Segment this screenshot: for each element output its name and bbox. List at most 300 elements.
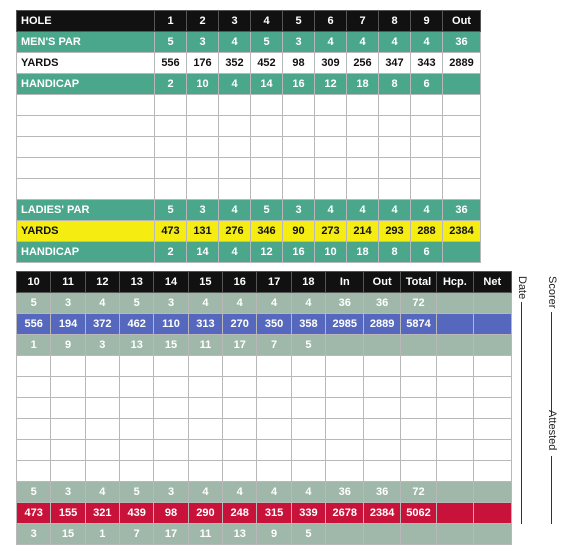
back-score-row: [17, 377, 512, 398]
back-score-row-cell[interactable]: [400, 377, 436, 398]
front-ladies-par-row-cell: LADIES' PAR: [17, 200, 155, 221]
back-hole-row-cell: In: [326, 272, 364, 293]
back-score-row-cell[interactable]: [51, 419, 85, 440]
front-mens-par-row: [17, 32, 481, 53]
front-score-row-cell[interactable]: [379, 116, 411, 137]
back-ladies-par-row-cell: [473, 482, 511, 503]
back-hole-row-cell: 18: [291, 272, 325, 293]
front-score-row-cell[interactable]: [283, 116, 315, 137]
back-ladies-par-row-cell: 36: [326, 482, 364, 503]
back-ladies-par-row-cell: 5: [17, 482, 51, 503]
front-score-row-cell[interactable]: [379, 179, 411, 200]
back-score-row-cell[interactable]: [17, 356, 51, 377]
back-handicap-row-cell: 3: [85, 335, 119, 356]
back-ladies-par-row-cell: 3: [51, 482, 85, 503]
back-score-row-cell[interactable]: [223, 461, 257, 482]
front-score-row-cell[interactable]: [411, 95, 443, 116]
front-score-row-cell[interactable]: [251, 137, 283, 158]
front-hole-row-cell: 6: [315, 11, 347, 32]
front-handicap-row-cell: 2: [155, 74, 187, 95]
back-mens-par-row-cell: [437, 293, 473, 314]
back-ladies-handicap-row-cell: [437, 524, 473, 545]
back-score-row: [17, 461, 512, 482]
back-ladies-handicap-row-cell: 1: [85, 524, 119, 545]
front-mens-par-row-cell: 4: [315, 32, 347, 53]
front-yards-row-cell: 347: [379, 53, 411, 74]
front-ladies-handicap-row-cell: 18: [347, 242, 379, 263]
front-score-row-cell[interactable]: [187, 137, 219, 158]
back-ladies-yards-row-cell: 155: [51, 503, 85, 524]
back-score-row-cell[interactable]: [17, 398, 51, 419]
back-score-row-cell[interactable]: [120, 461, 154, 482]
back-handicap-row-cell: 9: [51, 335, 85, 356]
front-score-row-cell[interactable]: [315, 137, 347, 158]
back-ladies-handicap-row-cell: 11: [188, 524, 222, 545]
front-ladies-yards-row-cell: YARDS: [17, 221, 155, 242]
back-hole-row-cell: 16: [223, 272, 257, 293]
front-score-row-cell[interactable]: [315, 158, 347, 179]
back-score-row-cell[interactable]: [188, 398, 222, 419]
front-score-row-cell[interactable]: [219, 116, 251, 137]
back-handicap-row-cell: [473, 335, 511, 356]
back-score-row-cell[interactable]: [257, 440, 291, 461]
back-score-row-cell[interactable]: [326, 419, 364, 440]
back-ladies-par-row-cell: 4: [291, 482, 325, 503]
front-ladies-handicap-row-cell: HANDICAP: [17, 242, 155, 263]
back-yards-row-cell: [437, 314, 473, 335]
back-score-row-cell[interactable]: [473, 377, 511, 398]
back-mens-par-row-cell: 3: [51, 293, 85, 314]
front-yards-row: [17, 53, 481, 74]
back-handicap-row-cell: [400, 335, 436, 356]
front-mens-par-row-cell: 36: [443, 32, 481, 53]
front-score-row-cell[interactable]: [219, 179, 251, 200]
back-score-row-cell[interactable]: [188, 461, 222, 482]
front-score-row-cell[interactable]: [283, 179, 315, 200]
back-hole-row-cell: Net: [473, 272, 511, 293]
front-score-row-cell[interactable]: [379, 95, 411, 116]
back-score-row-cell[interactable]: [188, 356, 222, 377]
front-score-row-cell[interactable]: [187, 95, 219, 116]
back-score-row-cell[interactable]: [17, 419, 51, 440]
back-score-row-cell[interactable]: [326, 377, 364, 398]
front-mens-par-row-cell: 3: [283, 32, 315, 53]
back-yards-row-cell: 556: [17, 314, 51, 335]
front-score-row-cell[interactable]: [17, 137, 155, 158]
front-mens-par-row-cell: 5: [251, 32, 283, 53]
front-score-row: [17, 116, 481, 137]
back-score-row-cell[interactable]: [257, 419, 291, 440]
back-score-row-cell[interactable]: [400, 461, 436, 482]
front-handicap-row-cell: 10: [187, 74, 219, 95]
back-score-row-cell[interactable]: [257, 356, 291, 377]
back-ladies-handicap-row-cell: [364, 524, 400, 545]
front-yards-row-cell: 2889: [443, 53, 481, 74]
scorer-signature-line: [551, 312, 552, 414]
front-hole-row-cell: 5: [283, 11, 315, 32]
back-score-row-cell[interactable]: [51, 440, 85, 461]
back-yards-row-cell: 350: [257, 314, 291, 335]
front-ladies-par-row-cell: 4: [379, 200, 411, 221]
back-score-row-cell[interactable]: [437, 398, 473, 419]
front-mens-par-row-cell: 3: [187, 32, 219, 53]
back-mens-par-row-cell: 72: [400, 293, 436, 314]
back-score-row-cell[interactable]: [154, 377, 188, 398]
front-yards-row-cell: 256: [347, 53, 379, 74]
date-label: Date: [516, 276, 528, 300]
back-ladies-par-row-cell: 5: [120, 482, 154, 503]
back-score-row-cell[interactable]: [291, 377, 325, 398]
front-score-row-cell[interactable]: [347, 95, 379, 116]
front-ladies-par-row-cell: 4: [411, 200, 443, 221]
front-mens-par-row-cell: MEN'S PAR: [17, 32, 155, 53]
front-ladies-handicap-row-cell: 14: [187, 242, 219, 263]
back-ladies-handicap-row-cell: [400, 524, 436, 545]
front-hole-row-cell: 3: [219, 11, 251, 32]
back-score-row-cell[interactable]: [120, 356, 154, 377]
back-ladies-handicap-row-cell: 17: [154, 524, 188, 545]
front-score-row-cell[interactable]: [411, 116, 443, 137]
front-handicap-row-cell: 14: [251, 74, 283, 95]
back-ladies-yards-row-cell: 5062: [400, 503, 436, 524]
back-score-row-cell[interactable]: [364, 440, 400, 461]
front-ladies-par-row-cell: 5: [251, 200, 283, 221]
back-hole-row-cell: 11: [51, 272, 85, 293]
back-score-row: [17, 398, 512, 419]
back-score-row-cell[interactable]: [51, 356, 85, 377]
back-score-row-cell[interactable]: [51, 377, 85, 398]
front-yards-row-cell: 176: [187, 53, 219, 74]
front-score-row-cell[interactable]: [315, 179, 347, 200]
back-ladies-handicap-row-cell: 7: [120, 524, 154, 545]
back-score-row-cell[interactable]: [326, 356, 364, 377]
back-ladies-yards-row-cell: 473: [17, 503, 51, 524]
front-score-row-cell[interactable]: [411, 158, 443, 179]
back-score-row-cell[interactable]: [326, 461, 364, 482]
back-score-row-cell[interactable]: [17, 440, 51, 461]
back-score-row-cell[interactable]: [85, 461, 119, 482]
back-score-row-cell[interactable]: [85, 398, 119, 419]
front-score-row-cell[interactable]: [219, 158, 251, 179]
back-score-row-cell[interactable]: [291, 419, 325, 440]
back-score-row-cell[interactable]: [120, 377, 154, 398]
back-score-row-cell[interactable]: [473, 398, 511, 419]
front-mens-par-row-cell: 4: [347, 32, 379, 53]
date-signature-line: [521, 302, 522, 524]
attested-label: Attested: [546, 410, 558, 451]
front-nine-scorecard: [16, 10, 481, 263]
back-score-row-cell[interactable]: [85, 440, 119, 461]
front-ladies-yards-row-cell: 346: [251, 221, 283, 242]
front-yards-row-cell: 343: [411, 53, 443, 74]
front-score-row-cell[interactable]: [347, 158, 379, 179]
front-score-row-cell[interactable]: [347, 179, 379, 200]
front-ladies-yards-row: [17, 221, 481, 242]
front-score-row-cell[interactable]: [443, 158, 481, 179]
back-hole-row-cell: 10: [17, 272, 51, 293]
back-handicap-row-cell: 11: [188, 335, 222, 356]
front-score-row-cell[interactable]: [283, 95, 315, 116]
front-handicap-row-cell: 4: [219, 74, 251, 95]
back-score-row-cell[interactable]: [326, 440, 364, 461]
back-ladies-handicap-row-cell: [326, 524, 364, 545]
back-score-row-cell[interactable]: [473, 440, 511, 461]
front-hole-row-cell: HOLE: [17, 11, 155, 32]
back-score-row-cell[interactable]: [364, 461, 400, 482]
back-handicap-row-cell: 17: [223, 335, 257, 356]
back-handicap-row-cell: 7: [257, 335, 291, 356]
back-mens-par-row-cell: 3: [154, 293, 188, 314]
back-score-row-cell[interactable]: [437, 356, 473, 377]
front-score-row-cell[interactable]: [251, 95, 283, 116]
front-ladies-par-row-cell: 3: [283, 200, 315, 221]
back-ladies-yards-row-cell: 315: [257, 503, 291, 524]
back-score-row-cell[interactable]: [188, 377, 222, 398]
front-score-row-cell[interactable]: [17, 158, 155, 179]
front-ladies-handicap-row-cell: 12: [251, 242, 283, 263]
back-score-row-cell[interactable]: [473, 356, 511, 377]
back-mens-par-row-cell: 4: [85, 293, 119, 314]
back-ladies-yards-row-cell: 439: [120, 503, 154, 524]
back-ladies-yards-row-cell: 2678: [326, 503, 364, 524]
back-ladies-par-row-cell: [437, 482, 473, 503]
back-score-row-cell[interactable]: [223, 419, 257, 440]
back-score-row-cell[interactable]: [223, 440, 257, 461]
back-hole-row-cell: Total: [400, 272, 436, 293]
back-score-row-cell[interactable]: [437, 419, 473, 440]
back-handicap-row-cell: 5: [291, 335, 325, 356]
front-ladies-yards-row-cell: 90: [283, 221, 315, 242]
front-ladies-par-row-cell: 36: [443, 200, 481, 221]
front-score-row: [17, 179, 481, 200]
back-score-row-cell[interactable]: [291, 398, 325, 419]
back-ladies-yards-row-cell: 321: [85, 503, 119, 524]
back-score-row-cell[interactable]: [188, 440, 222, 461]
back-score-row-cell[interactable]: [17, 377, 51, 398]
back-mens-par-row-cell: [473, 293, 511, 314]
back-score-row-cell[interactable]: [291, 440, 325, 461]
front-score-row-cell[interactable]: [411, 179, 443, 200]
back-score-row-cell[interactable]: [473, 419, 511, 440]
front-score-row-cell[interactable]: [443, 137, 481, 158]
front-hole-row-cell: 1: [155, 11, 187, 32]
front-score-row-cell[interactable]: [283, 158, 315, 179]
front-ladies-par-row: [17, 200, 481, 221]
front-yards-row-cell: YARDS: [17, 53, 155, 74]
front-score-row-cell[interactable]: [443, 116, 481, 137]
front-ladies-par-row-cell: 4: [315, 200, 347, 221]
back-score-row-cell[interactable]: [437, 440, 473, 461]
back-mens-par-row-cell: 4: [188, 293, 222, 314]
back-score-row-cell[interactable]: [473, 461, 511, 482]
back-score-row-cell[interactable]: [154, 356, 188, 377]
back-score-row-cell[interactable]: [120, 440, 154, 461]
front-ladies-handicap-row-cell: 6: [411, 242, 443, 263]
front-handicap-row-cell: 16: [283, 74, 315, 95]
back-yards-row-cell: 270: [223, 314, 257, 335]
back-score-row-cell[interactable]: [17, 461, 51, 482]
back-score-row-cell[interactable]: [223, 398, 257, 419]
back-ladies-par-row-cell: 4: [223, 482, 257, 503]
front-ladies-yards-row-cell: 293: [379, 221, 411, 242]
front-score-row: [17, 95, 481, 116]
back-ladies-yards-row: [17, 503, 512, 524]
front-score-row-cell[interactable]: [155, 116, 187, 137]
front-hole-row: [17, 11, 481, 32]
back-score-row-cell[interactable]: [400, 356, 436, 377]
front-score-row-cell[interactable]: [443, 95, 481, 116]
front-ladies-par-row-cell: 3: [187, 200, 219, 221]
back-score-row-cell[interactable]: [85, 377, 119, 398]
front-score-row-cell[interactable]: [251, 158, 283, 179]
front-hole-row-cell: 8: [379, 11, 411, 32]
front-score-row-cell[interactable]: [379, 158, 411, 179]
back-score-row-cell[interactable]: [364, 356, 400, 377]
back-hole-row-cell: 12: [85, 272, 119, 293]
back-score-row-cell[interactable]: [154, 461, 188, 482]
back-score-row-cell[interactable]: [85, 356, 119, 377]
back-score-row: [17, 440, 512, 461]
back-ladies-handicap-row-cell: 15: [51, 524, 85, 545]
back-score-row-cell[interactable]: [437, 461, 473, 482]
front-score-row-cell[interactable]: [219, 95, 251, 116]
front-ladies-handicap-row-cell: 8: [379, 242, 411, 263]
back-handicap-row-cell: [437, 335, 473, 356]
front-ladies-handicap-row-cell: 10: [315, 242, 347, 263]
back-ladies-handicap-row-cell: [473, 524, 511, 545]
front-score-row-cell[interactable]: [17, 116, 155, 137]
back-ladies-par-row-cell: 36: [364, 482, 400, 503]
back-hole-row-cell: 13: [120, 272, 154, 293]
back-handicap-row-cell: 13: [120, 335, 154, 356]
front-score-row-cell[interactable]: [155, 158, 187, 179]
back-handicap-row: [17, 335, 512, 356]
back-score-row-cell[interactable]: [291, 461, 325, 482]
back-score-row-cell[interactable]: [364, 377, 400, 398]
front-ladies-par-row-cell: 4: [347, 200, 379, 221]
back-yards-row-cell: 462: [120, 314, 154, 335]
back-score-row-cell[interactable]: [51, 461, 85, 482]
front-handicap-row-cell: 18: [347, 74, 379, 95]
front-mens-par-row-cell: 4: [219, 32, 251, 53]
back-score-row-cell[interactable]: [154, 440, 188, 461]
back-score-row-cell[interactable]: [257, 377, 291, 398]
back-yards-row-cell: 5874: [400, 314, 436, 335]
back-score-row-cell[interactable]: [188, 419, 222, 440]
back-score-row: [17, 419, 512, 440]
back-score-row-cell[interactable]: [223, 377, 257, 398]
front-score-row-cell[interactable]: [155, 179, 187, 200]
back-ladies-yards-row-cell: 339: [291, 503, 325, 524]
back-score-row-cell[interactable]: [400, 419, 436, 440]
front-hole-row-cell: 2: [187, 11, 219, 32]
back-ladies-par-row-cell: 3: [154, 482, 188, 503]
back-score-row-cell[interactable]: [400, 398, 436, 419]
front-score-row-cell[interactable]: [219, 137, 251, 158]
front-yards-row-cell: 556: [155, 53, 187, 74]
back-score-row-cell[interactable]: [326, 398, 364, 419]
back-mens-par-row: [17, 293, 512, 314]
front-mens-par-row-cell: 4: [379, 32, 411, 53]
back-score-row: [17, 356, 512, 377]
back-yards-row: [17, 314, 512, 335]
back-hole-row-cell: Out: [364, 272, 400, 293]
back-yards-row-cell: [473, 314, 511, 335]
back-score-row-cell[interactable]: [437, 377, 473, 398]
front-score-row-cell[interactable]: [251, 179, 283, 200]
back-score-row-cell[interactable]: [257, 461, 291, 482]
front-ladies-yards-row-cell: 2384: [443, 221, 481, 242]
scorer-label: Scorer: [546, 276, 558, 309]
front-mens-par-row-cell: 5: [155, 32, 187, 53]
front-score-row-cell[interactable]: [251, 116, 283, 137]
back-ladies-par-row-cell: 4: [257, 482, 291, 503]
front-score-row-cell[interactable]: [155, 137, 187, 158]
back-yards-row-cell: 194: [51, 314, 85, 335]
back-ladies-yards-row-cell: 290: [188, 503, 222, 524]
front-mens-par-row-cell: 4: [411, 32, 443, 53]
back-score-row-cell[interactable]: [223, 356, 257, 377]
front-score-row-cell[interactable]: [379, 137, 411, 158]
back-hole-row-cell: Hcp.: [437, 272, 473, 293]
back-score-row-cell[interactable]: [51, 398, 85, 419]
back-hole-row-cell: 15: [188, 272, 222, 293]
back-ladies-handicap-row-cell: 3: [17, 524, 51, 545]
front-score-row-cell[interactable]: [187, 116, 219, 137]
front-score-row-cell[interactable]: [315, 95, 347, 116]
front-yards-row-cell: 309: [315, 53, 347, 74]
front-score-row-cell[interactable]: [187, 179, 219, 200]
back-ladies-par-row-cell: 72: [400, 482, 436, 503]
back-score-row-cell[interactable]: [400, 440, 436, 461]
front-score-row-cell[interactable]: [443, 179, 481, 200]
front-score-row-cell[interactable]: [17, 95, 155, 116]
back-score-row-cell[interactable]: [257, 398, 291, 419]
front-handicap-row-cell: [443, 74, 481, 95]
back-ladies-handicap-row: [17, 524, 512, 545]
front-score-row: [17, 158, 481, 179]
back-handicap-row-cell: 15: [154, 335, 188, 356]
back-score-row-cell[interactable]: [120, 398, 154, 419]
front-score-row-cell[interactable]: [283, 137, 315, 158]
front-handicap-row-cell: HANDICAP: [17, 74, 155, 95]
back-mens-par-row-cell: 5: [120, 293, 154, 314]
front-score-row-cell[interactable]: [17, 179, 155, 200]
front-score-row-cell[interactable]: [411, 137, 443, 158]
back-mens-par-row-cell: 5: [17, 293, 51, 314]
front-score-row-cell[interactable]: [347, 137, 379, 158]
front-score-row-cell[interactable]: [155, 95, 187, 116]
front-score-row-cell[interactable]: [347, 116, 379, 137]
front-score-row-cell[interactable]: [187, 158, 219, 179]
front-ladies-yards-row-cell: 131: [187, 221, 219, 242]
back-ladies-par-row: [17, 482, 512, 503]
front-handicap-row: [17, 74, 481, 95]
back-score-row-cell[interactable]: [120, 419, 154, 440]
back-yards-row-cell: 313: [188, 314, 222, 335]
back-score-row-cell[interactable]: [85, 419, 119, 440]
front-score-row-cell[interactable]: [315, 116, 347, 137]
back-mens-par-row-cell: 4: [291, 293, 325, 314]
front-ladies-yards-row-cell: 288: [411, 221, 443, 242]
back-score-row-cell[interactable]: [364, 419, 400, 440]
front-handicap-row-cell: 8: [379, 74, 411, 95]
front-hole-row-cell: Out: [443, 11, 481, 32]
back-score-row-cell[interactable]: [364, 398, 400, 419]
back-score-row-cell[interactable]: [154, 398, 188, 419]
back-score-row-cell[interactable]: [154, 419, 188, 440]
back-score-row-cell[interactable]: [291, 356, 325, 377]
